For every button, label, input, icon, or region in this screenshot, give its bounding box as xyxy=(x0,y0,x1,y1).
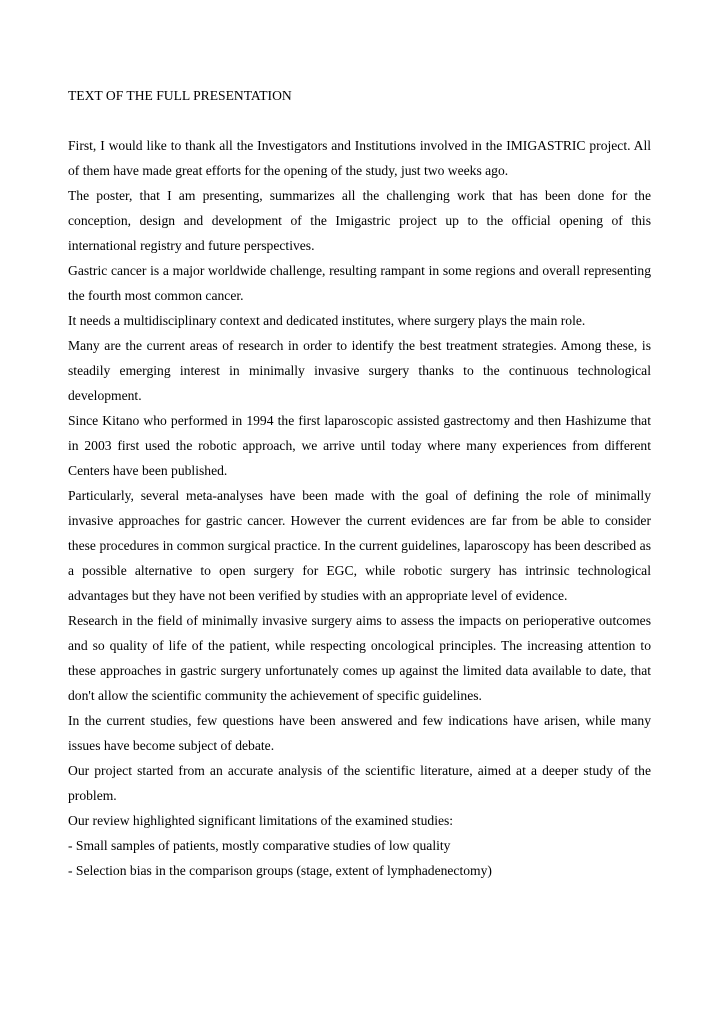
paragraph-current-studies: In the current studies, few questions have been answered and few indications have arisen, while many issues have become subject of debate. xyxy=(68,713,651,753)
document-body xyxy=(68,133,651,883)
paragraph-gastric-cancer: Gastric cancer is a major worldwide challenge, resulting rampant in some regions and overall representing the fourth most common cancer. xyxy=(68,263,651,303)
document-heading: TEXT OF THE FULL PRESENTATION xyxy=(68,88,292,103)
paragraph-poster: The poster, that I am presenting, summarizes all the challenging work that has been done for the conception, design and development of the Imigastric project up to the official opening of this international registry and future perspectives. xyxy=(68,188,651,253)
paragraph-meta-analyses: Particularly, several meta-analyses have been made with the goal of defining the role of minimally invasive approaches for gastric cancer. However the current evidences are far from be able to consider these procedures in common surgical practice. In the current guidelines, laparoscopy has been described as a possible alternative to open surgery for EGC, while robotic surgery has intrinsic technological advantages but they have not been verified by studies with an appropriate level of evidence. xyxy=(68,488,651,603)
paragraph-project-start: Our project started from an accurate analysis of the scientific literature, aimed at a deeper study of the problem. xyxy=(68,763,651,803)
paragraph-history: Since Kitano who performed in 1994 the first laparoscopic assisted gastrectomy and then Hashizume that in 2003 first used the robotic approach, we arrive until today where many experiences from different Centers have been published. xyxy=(68,413,651,478)
list-item-small-samples: - Small samples of patients, mostly comparative studies of low quality xyxy=(68,838,451,853)
list-item-selection-bias: - Selection bias in the comparison groups (stage, extent of lymphadenectomy) xyxy=(68,863,492,878)
paragraph-review-limitations: Our review highlighted significant limitations of the examined studies: xyxy=(68,813,454,828)
paragraph-research-areas: Many are the current areas of research in order to identify the best treatment strategies. Among these, is steadily emerging interest in minimally invasive surgery thanks to the continuous technological development. xyxy=(68,338,651,403)
paragraph-multidisciplinary: It needs a multidisciplinary context and dedicated institutes, where surgery plays the main role. xyxy=(68,313,586,328)
paragraph-thanks: First, I would like to thank all the Investigators and Institutions involved in the IMIGASTRIC project. All of them have made great efforts for the opening of the study, just two weeks ago. xyxy=(68,138,651,178)
paragraph-research-field: Research in the field of minimally invasive surgery aims to assess the impacts on perioperative outcomes and so quality of life of the patient, while respecting oncological principles. The increasing attention to these approaches in gastric surgery unfortunately comes up against the limited data available to date, that don't allow the scientific community the achievement of specific guidelines. xyxy=(68,613,651,703)
